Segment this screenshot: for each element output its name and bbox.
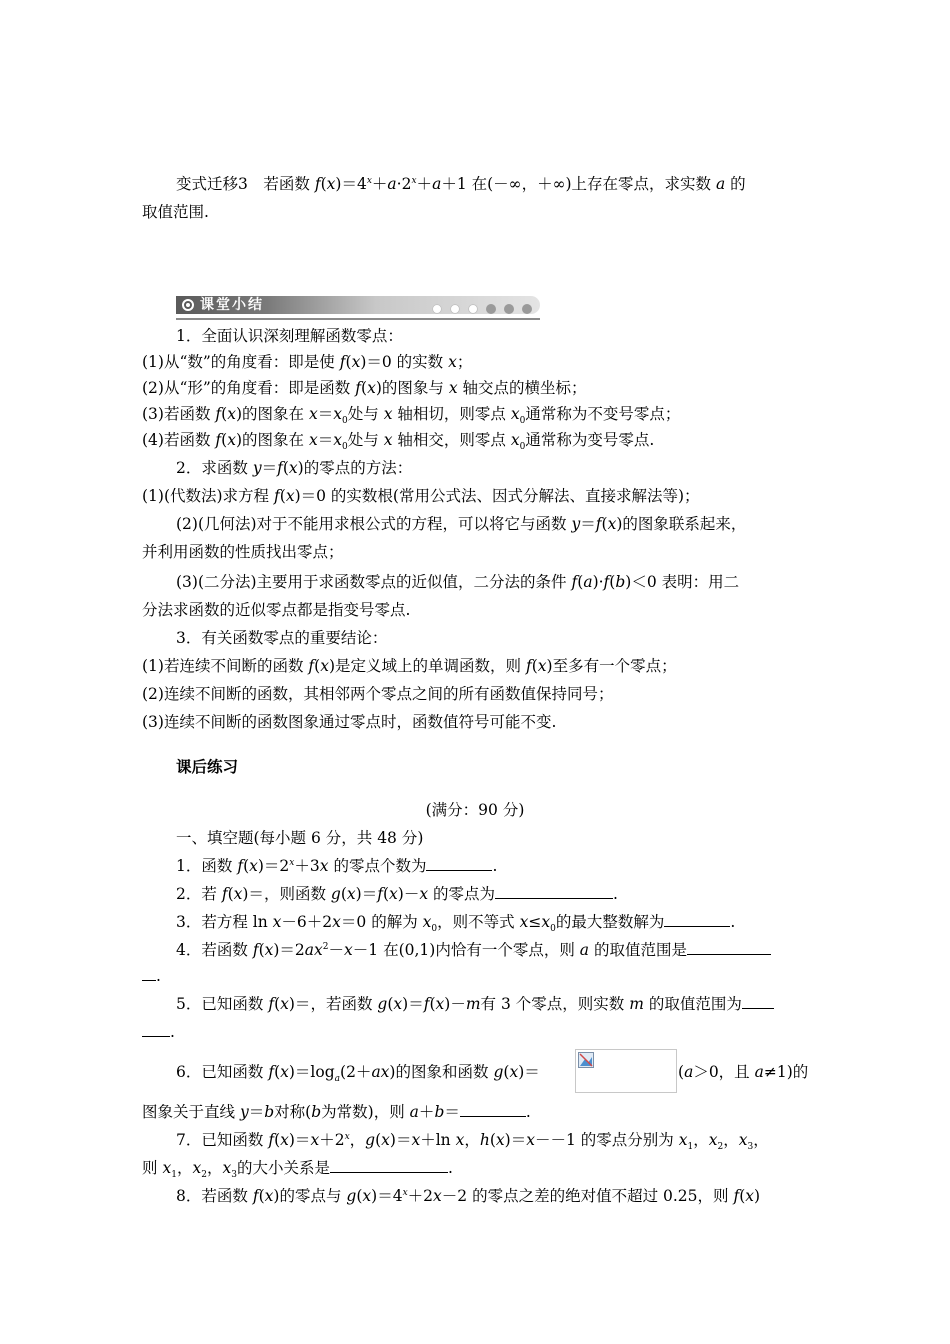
summary-item-3-1: (1)若连续不间断的函数 f(x)是定义域上的单调函数，则 f(x)至多有一个零点；: [142, 657, 677, 675]
text: ＝0 的实数根(常用公式法、因式分解法、直接求解法等)；: [300, 487, 700, 505]
summary-item-3-2: (2)连续不间断的函数，其相邻两个零点之间的所有函数值保持同号；: [142, 685, 614, 703]
text: 6．已知函数: [176, 1063, 264, 1081]
text: 2．若: [176, 885, 217, 903]
text: 处与: [347, 431, 379, 449]
summary-item-3: 3．有关函数零点的重要结论：: [176, 629, 388, 647]
text: 在(0,1)内恰有一个零点，则: [383, 941, 575, 959]
decorative-dots-icon: [424, 300, 532, 318]
answer-blank[interactable]: [142, 1022, 170, 1037]
text: 的最大整数解为: [555, 913, 665, 931]
text: 的大小关系是: [236, 1159, 330, 1177]
text: 2．求函数: [176, 459, 248, 477]
summary-item-2-2-cont: 并利用函数的性质找出零点；: [142, 543, 344, 561]
text: 则: [142, 1159, 158, 1177]
text: 1．函数: [176, 857, 233, 875]
exercise-heading: 课后练习: [176, 757, 239, 776]
text: 为常数)，则: [321, 1103, 405, 1121]
broken-image-placeholder: [575, 1049, 677, 1093]
question-5-cont: .: [142, 1022, 175, 1042]
text: 轴相交，则零点: [397, 431, 506, 449]
text: (3)(二分法)主要用于求函数零点的近似值，二分法的条件: [176, 573, 567, 591]
text: (1)从“数”的角度看：即是使: [142, 353, 335, 371]
text: 轴交点的横坐标；: [462, 379, 587, 397]
question-6-cont: 图象关于直线 y＝b对称(b为常数)，则 a＋b＝ .: [142, 1103, 531, 1121]
question-6-tail: (a＞0，且 a≠1)的: [678, 1063, 809, 1081]
answer-blank[interactable]: [742, 994, 774, 1009]
text: ＝0 的实数: [366, 353, 444, 371]
exercise-score: (满分：90 分): [425, 801, 525, 819]
text: 的零点个数为: [333, 857, 427, 875]
text: 5．已知函数: [176, 995, 264, 1013]
text: ，则函数: [263, 885, 326, 903]
bullet-icon: [182, 299, 194, 311]
text: 处与: [347, 405, 379, 423]
text: (1)(代数法)求方程: [142, 487, 270, 505]
text: 的图象在: [242, 405, 305, 423]
text: 的图象与: [381, 379, 444, 397]
variant-line-2: 取值范围.: [142, 203, 209, 221]
broken-image-icon: [578, 1052, 594, 1068]
answer-blank[interactable]: [495, 884, 613, 899]
variant-label: 变式迁移3: [176, 175, 248, 193]
text: 的取值范围是: [593, 941, 687, 959]
text: (: [678, 1063, 685, 1081]
text: 的图象在: [242, 431, 305, 449]
text: ＝0 的解为: [340, 913, 418, 931]
question-4-cont: .: [142, 966, 161, 986]
text: ＜0 表明：用二: [631, 573, 740, 591]
banner-title: 课堂小结: [200, 297, 264, 313]
text: 的零点与: [279, 1187, 342, 1205]
summary-item-2-3-cont: 分法求函数的近似零点都是指变号零点.: [142, 601, 411, 619]
text: ，则不等式: [437, 913, 515, 931]
variant-text: 在(－∞，＋∞)上存在零点，求实数: [471, 175, 712, 193]
question-3: 3．若方程 ln x－6＋2x＝0 的解为 $x_0$，则不等式 $x\le x_0$的最大整数解为 .: [176, 913, 736, 935]
variant-text: 若函数: [263, 175, 310, 193]
summary-item-3-3: (3)连续不间断的函数图象通过零点时，函数值符号可能不变.: [142, 713, 557, 731]
summary-item-1-1: (1)从“数”的角度看：即是使 f(x)＝0 的实数 x；: [142, 353, 473, 371]
text: 的图象联系起来，: [622, 515, 747, 533]
text: ≠1)的: [763, 1063, 809, 1081]
answer-blank[interactable]: [330, 1158, 448, 1173]
variant-text: 的: [730, 175, 746, 193]
text: ＞0，且: [693, 1063, 750, 1081]
question-5: 5．已知函数 f(x)＝，若函数 g(x)＝f(x)－m有 3 个零点，则实数 m 的取值范围为: [176, 994, 774, 1014]
text: (4)若函数: [142, 431, 211, 449]
text: 3．若方程 ln: [176, 913, 268, 931]
summary-item-2-2: (2)(几何法)对于不能用求根公式的方程，可以将它与函数 y＝f(x)的图象联系起来，: [176, 515, 747, 533]
text: ，: [349, 1131, 366, 1149]
text: 的零点的方法：: [303, 459, 413, 477]
summary-item-1: 1．全面认识深刻理解函数零点：: [176, 327, 403, 345]
text: 是定义域上的单调函数，则: [335, 657, 522, 675]
answer-blank[interactable]: [142, 966, 156, 981]
text: 对称(: [274, 1103, 312, 1121]
variant-line-1: 变式迁移3 若函数 $f(x)=4^x+a\cdot 2^x+a+1$ 在(－∞，＋∞)上存在零点，求实数 a 的: [176, 175, 746, 193]
question-6: 6．已知函数 $f(x)=\log_a(2+ax)$的图象和函数 g(x)＝: [176, 1063, 540, 1085]
text: 的零点为: [433, 885, 496, 903]
text: 的零点分别为: [580, 1131, 674, 1149]
text: 的零点之差的绝对值不超过 0.25，则: [472, 1187, 729, 1205]
text: 图象关于直线: [142, 1103, 236, 1121]
text: ，: [464, 1131, 480, 1149]
question-2: 2．若 f(x)＝，则函数 g(x)＝f(x)－x 的零点为 .: [176, 885, 618, 903]
text: ，若函数: [310, 995, 373, 1013]
question-7-cont: 则 $x_1$，$x_2$，$x_3$的大小关系是 .: [142, 1159, 453, 1181]
text: 4．若函数: [176, 941, 248, 959]
summary-item-1-2: (2)从“形”的角度看：即是函数 f(x)的图象与 x 轴交点的横坐标；: [142, 379, 587, 397]
question-8: 8．若函数 f(x)的零点与 $g(x)=4^x+2x-2$ 的零点之差的绝对值不超过 0.25，则 f(x): [176, 1187, 761, 1205]
text: 通常称为不变号零点；: [525, 405, 681, 423]
text: (2)(几何法)对于不能用求根公式的方程，可以将它与函数: [176, 515, 567, 533]
summary-item-1-4: (4)若函数 f(x)的图象在 $x=x_0$处与 x 轴相交，则零点 $x_0$通常称为变号零点.: [142, 431, 655, 453]
question-7: 7．已知函数 $f(x)=x+2^x$，g(x)＝x＋ln x，h(x)＝x－－1 的零点分别为 $x_1$，$x_2$，$x_3$，: [176, 1131, 769, 1153]
text: 的取值范围为: [648, 995, 742, 1013]
text: 的图象和函数: [395, 1063, 489, 1081]
text: (3)若函数: [142, 405, 211, 423]
text: 通常称为变号零点.: [525, 431, 655, 449]
answer-blank[interactable]: [460, 1102, 526, 1117]
summary-item-2-1: (1)(代数法)求方程 f(x)＝0 的实数根(常用公式法、因式分解法、直接求解法等)；: [142, 487, 700, 505]
exercise-part1: 一、填空题(每小题 6 分，共 48 分): [176, 829, 424, 847]
answer-blank[interactable]: [687, 940, 771, 955]
text: －6＋2: [281, 913, 333, 931]
summary-item-2: 2．求函数 y＝f(x)的零点的方法：: [176, 459, 413, 477]
text: 至多有一个零点；: [552, 657, 677, 675]
text: 轴相切，则零点: [397, 405, 506, 423]
text: (1)若连续不间断的函数: [142, 657, 304, 675]
text: 有 3 个零点，则实数: [480, 995, 625, 1013]
banner-underline: [176, 318, 540, 320]
summary-item-2-3: (3)(二分法)主要用于求函数零点的近似值，二分法的条件 f(a)·f(b)＜0 表明：用二: [176, 573, 740, 591]
answer-blank[interactable]: [664, 912, 730, 927]
question-1: 1．函数 $f(x)=2^x+3x$ 的零点个数为 .: [176, 857, 498, 875]
question-4: 4．若函数 $f(x)=2ax^2-x-1$ 在(0,1)内恰有一个零点，则 a 的取值范围是: [176, 940, 771, 960]
summary-item-1-3: (3)若函数 f(x)的图象在 $x=x_0$处与 x 轴相切，则零点 $x_0$通常称为不变号零点；: [142, 405, 681, 427]
text: (2)从“形”的角度看：即是函数: [142, 379, 351, 397]
summary-banner: [176, 296, 540, 314]
text: 8．若函数: [176, 1187, 248, 1205]
answer-blank[interactable]: [426, 856, 492, 871]
text: 7．已知函数: [176, 1131, 264, 1149]
